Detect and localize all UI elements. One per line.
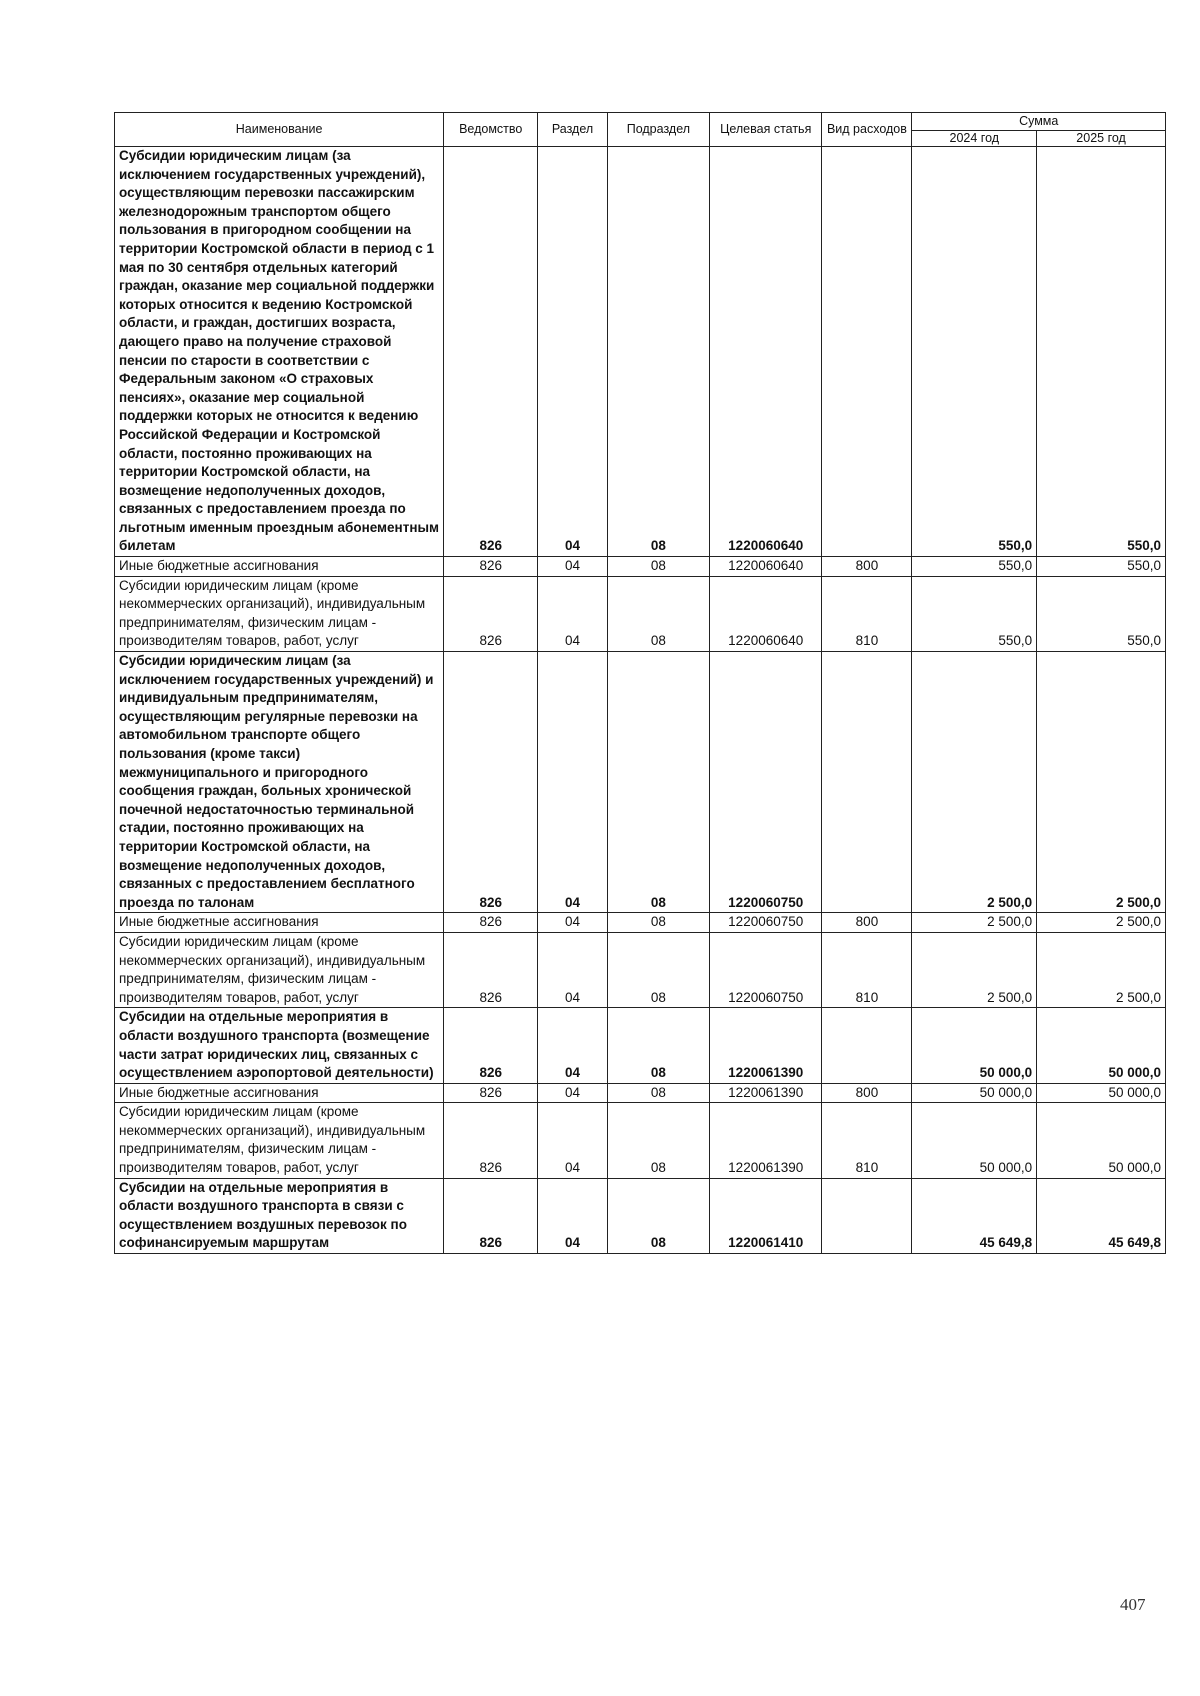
table-row <box>115 1083 1166 1103</box>
budget-sheet <box>114 112 1166 1254</box>
header-2025: 2025 год <box>1037 131 1166 147</box>
row-vid-raskhodov <box>822 1008 912 1083</box>
table-row <box>115 652 1166 913</box>
row-name: Субсидии юридическим лицам (кроме некоммерческих организаций), индивидуальным предпринимателям, физическим лицам - производителям товаров, работ, услуг <box>115 576 444 651</box>
row-vedomstvo: 826 <box>444 913 538 933</box>
row-razdel: 04 <box>538 1103 608 1178</box>
row-name: Иные бюджетные ассигнования <box>115 913 444 933</box>
table-row <box>115 147 1166 557</box>
row-tselevaya-statya: 1220060640 <box>710 147 822 557</box>
row-podrazdel: 08 <box>607 557 709 577</box>
row-podrazdel: 08 <box>607 1178 709 1253</box>
row-sum-2024: 550,0 <box>912 557 1037 577</box>
row-razdel: 04 <box>538 913 608 933</box>
row-vid-raskhodov: 810 <box>822 932 912 1007</box>
row-vedomstvo: 826 <box>444 557 538 577</box>
row-razdel: 04 <box>538 1083 608 1103</box>
row-name: Субсидии юридическим лицам (за исключением государственных учреждений), осуществляющим перевозки пассажирским железнодорожным транспортом общего пользования в пригородном сообщении на территории Костромской области в период с 1 мая по 30 сентября отдельных категорий граждан, оказание мер социальной поддержки которых относится к ведению Костромской области, и граждан, достигших возраста, дающего право на получение страховой пенсии по старости в соответствии с Федеральным законом «О страховых пенсиях», оказание мер социальной поддержки которых не относится к ведению Российской Федерации и Костромской области, постоянно проживающих на территории Костромской области, на возмещение недополученных доходов, связанных с предоставлением проезда по льготным именным проездным абонементным билетам <box>115 147 444 557</box>
row-vedomstvo: 826 <box>444 147 538 557</box>
row-razdel: 04 <box>538 1008 608 1083</box>
row-sum-2024: 50 000,0 <box>912 1083 1037 1103</box>
row-razdel: 04 <box>538 147 608 557</box>
row-sum-2025: 50 000,0 <box>1037 1103 1166 1178</box>
row-name: Субсидии юридическим лицам (за исключением государственных учреждений) и индивидуальным предпринимателям, осуществляющим регулярные перевозки на автомобильном транспорте общего пользования (кроме такси) межмуниципального и пригородного сообщения граждан, больных хронической почечной недостаточностью терминальной стадии, постоянно проживающих на территории Костромской области, на возмещение недополученных доходов, связанных с предоставлением бесплатного проезда по талонам <box>115 652 444 913</box>
row-vid-raskhodov <box>822 147 912 557</box>
row-sum-2025: 550,0 <box>1037 576 1166 651</box>
row-tselevaya-statya: 1220061390 <box>710 1008 822 1083</box>
table-row <box>115 932 1166 1007</box>
row-vedomstvo: 826 <box>444 1083 538 1103</box>
row-vid-raskhodov: 800 <box>822 913 912 933</box>
row-podrazdel: 08 <box>607 147 709 557</box>
row-sum-2025: 50 000,0 <box>1037 1083 1166 1103</box>
row-sum-2024: 45 649,8 <box>912 1178 1037 1253</box>
row-razdel: 04 <box>538 557 608 577</box>
row-sum-2024: 550,0 <box>912 576 1037 651</box>
row-podrazdel: 08 <box>607 652 709 913</box>
row-name: Иные бюджетные ассигнования <box>115 1083 444 1103</box>
row-vid-raskhodov <box>822 1178 912 1253</box>
row-vid-raskhodov: 810 <box>822 1103 912 1178</box>
table-row <box>115 913 1166 933</box>
header-2024: 2024 год <box>912 131 1037 147</box>
header-vid-raskhodov: Вид расходов <box>822 113 912 147</box>
row-sum-2024: 50 000,0 <box>912 1008 1037 1083</box>
row-tselevaya-statya: 1220060640 <box>710 557 822 577</box>
row-sum-2024: 2 500,0 <box>912 652 1037 913</box>
row-sum-2025: 2 500,0 <box>1037 652 1166 913</box>
row-vedomstvo: 826 <box>444 652 538 913</box>
row-razdel: 04 <box>538 652 608 913</box>
row-vid-raskhodov <box>822 652 912 913</box>
row-podrazdel: 08 <box>607 913 709 933</box>
row-sum-2025: 2 500,0 <box>1037 932 1166 1007</box>
row-podrazdel: 08 <box>607 1008 709 1083</box>
budget-table <box>114 112 1166 1254</box>
row-podrazdel: 08 <box>607 932 709 1007</box>
row-sum-2024: 2 500,0 <box>912 913 1037 933</box>
row-razdel: 04 <box>538 576 608 651</box>
row-vedomstvo: 826 <box>444 932 538 1007</box>
row-tselevaya-statya: 1220060750 <box>710 652 822 913</box>
row-vid-raskhodov: 800 <box>822 1083 912 1103</box>
row-sum-2024: 2 500,0 <box>912 932 1037 1007</box>
row-tselevaya-statya: 1220061390 <box>710 1083 822 1103</box>
row-tselevaya-statya: 1220060750 <box>710 932 822 1007</box>
row-tselevaya-statya: 1220061410 <box>710 1178 822 1253</box>
row-name: Иные бюджетные ассигнования <box>115 557 444 577</box>
table-row <box>115 1103 1166 1178</box>
table-row <box>115 1008 1166 1083</box>
row-vid-raskhodov: 810 <box>822 576 912 651</box>
row-name: Субсидии на отдельные мероприятия в области воздушного транспорта (возмещение части затрат юридических лиц, связанных с осуществлением аэропортовой деятельности) <box>115 1008 444 1083</box>
row-vedomstvo: 826 <box>444 576 538 651</box>
row-podrazdel: 08 <box>607 1103 709 1178</box>
row-sum-2024: 550,0 <box>912 147 1037 557</box>
row-sum-2025: 2 500,0 <box>1037 913 1166 933</box>
row-sum-2024: 50 000,0 <box>912 1103 1037 1178</box>
row-sum-2025: 45 649,8 <box>1037 1178 1166 1253</box>
table-row <box>115 576 1166 651</box>
row-vedomstvo: 826 <box>444 1178 538 1253</box>
row-sum-2025: 50 000,0 <box>1037 1008 1166 1083</box>
header-name: Наименование <box>115 113 444 147</box>
row-razdel: 04 <box>538 1178 608 1253</box>
table-row <box>115 1178 1166 1253</box>
row-tselevaya-statya: 1220060640 <box>710 576 822 651</box>
row-tselevaya-statya: 1220060750 <box>710 913 822 933</box>
header-tselevaya-statya: Целевая статья <box>710 113 822 147</box>
row-sum-2025: 550,0 <box>1037 557 1166 577</box>
row-tselevaya-statya: 1220061390 <box>710 1103 822 1178</box>
header-summa: Сумма <box>912 113 1166 131</box>
row-sum-2025: 550,0 <box>1037 147 1166 557</box>
table-row <box>115 557 1166 577</box>
row-vedomstvo: 826 <box>444 1103 538 1178</box>
row-podrazdel: 08 <box>607 576 709 651</box>
header-podrazdel: Подраздел <box>607 113 709 147</box>
row-name: Субсидии на отдельные мероприятия в области воздушного транспорта в связи с осуществлением воздушных перевозок по софинансируемым маршрутам <box>115 1178 444 1253</box>
row-podrazdel: 08 <box>607 1083 709 1103</box>
row-name: Субсидии юридическим лицам (кроме некоммерческих организаций), индивидуальным предпринимателям, физическим лицам - производителям товаров, работ, услуг <box>115 1103 444 1178</box>
header-vedomstvo: Ведомство <box>444 113 538 147</box>
row-vid-raskhodov: 800 <box>822 557 912 577</box>
header-razdel: Раздел <box>538 113 608 147</box>
row-razdel: 04 <box>538 932 608 1007</box>
page-number: 407 <box>1120 1595 1146 1614</box>
row-vedomstvo: 826 <box>444 1008 538 1083</box>
row-name: Субсидии юридическим лицам (кроме некоммерческих организаций), индивидуальным предпринимателям, физическим лицам - производителям товаров, работ, услуг <box>115 932 444 1007</box>
